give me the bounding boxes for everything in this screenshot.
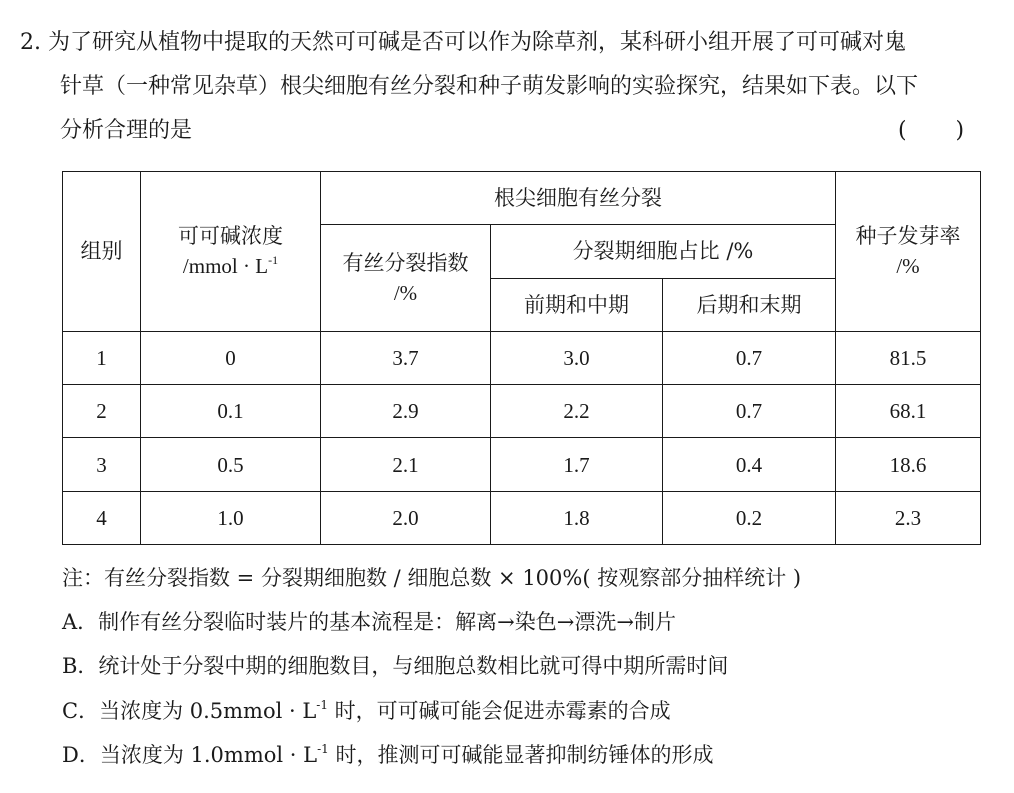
question-stem-part-2: 针草（一种常见杂草）根尖细胞有丝分裂和种子萌发影响的实验探究，结果如下表。以下 [60, 74, 919, 99]
cell-mitotic-index: 2.1 [321, 438, 491, 491]
header-concentration [141, 172, 321, 332]
header-germination-label: 种子发芽率 [855, 224, 961, 249]
header-anaphase-telophase: 后期和末期 [663, 278, 836, 331]
header-concentration-label: 可可碱浓度 [178, 224, 283, 249]
table-note: 注：有丝分裂指数 = 分裂期细胞数 / 细胞总数 × 100%( 按观察部分抽样统计 ) [62, 566, 802, 590]
cell-pro-meta: 1.8 [491, 491, 663, 544]
table-row [63, 438, 981, 491]
option-c[interactable]: C．当浓度为 0.5mmol · $L^{-1}$ 时，可可碱可能会促进赤霉素的合成 [62, 698, 671, 723]
header-mitosis-group: 根尖细胞有丝分裂 [321, 172, 836, 225]
cell-germination: 68.1 [836, 385, 981, 438]
header-mitotic-index-unit: /% [393, 281, 418, 306]
option-b[interactable]: B．统计处于分裂中期的细胞数目，与细胞总数相比就可得中期所需时间 [62, 654, 729, 678]
question-stem-part-1: 为了研究从植物中提取的天然可可碱是否可以作为除草剂，某科研小组开展了可可碱对鬼 [48, 30, 907, 55]
cell-ana-telo: 0.4 [663, 438, 836, 491]
table-row [63, 331, 981, 384]
option-a[interactable]: A．制作有丝分裂临时装片的基本流程是：解离→染色→漂洗→制片 [62, 610, 676, 634]
cell-ana-telo: 0.7 [663, 331, 836, 384]
cell-mitotic-index: 2.9 [321, 385, 491, 438]
cell-pro-meta: 2.2 [491, 385, 663, 438]
cell-concentration: 0.5 [141, 438, 321, 491]
table-row [63, 385, 981, 438]
cell-mitotic-index: 3.7 [321, 331, 491, 384]
cell-concentration: 1.0 [141, 491, 321, 544]
cell-pro-meta: 3.0 [491, 331, 663, 384]
cell-mitotic-index: 2.0 [321, 491, 491, 544]
cell-ana-telo: 0.2 [663, 491, 836, 544]
cell-germination: 81.5 [836, 331, 981, 384]
question-number: 2. [20, 30, 41, 55]
header-dividing-ratio: 分裂期细胞占比 /% [491, 225, 836, 278]
cell-concentration: 0 [141, 331, 321, 384]
question-stem-part-3: 分析合理的是 [60, 118, 193, 143]
header-mitotic-index [321, 225, 491, 332]
option-d[interactable]: D．当浓度为 1.0mmol · $L^{-1}$ 时，推测可可碱能显著抑制纺锤体的形成 [62, 742, 714, 767]
cell-group: 4 [63, 491, 141, 544]
header-prophase-metaphase: 前期和中期 [491, 278, 663, 331]
answer-bracket: ( ) [898, 118, 965, 143]
cell-group: 1 [63, 331, 141, 384]
table-header-row-1 [63, 172, 981, 225]
header-germination-unit: /% [896, 254, 920, 279]
cell-group: 3 [63, 438, 141, 491]
cell-germination: 18.6 [836, 438, 981, 491]
cell-concentration: 0.1 [141, 385, 321, 438]
header-group: 组别 [63, 172, 141, 332]
results-table [62, 171, 981, 545]
cell-germination: 2.3 [836, 491, 981, 544]
header-mitotic-index-label: 有丝分裂指数 [342, 251, 469, 276]
table-row [63, 491, 981, 544]
question-line-1 [20, 28, 906, 58]
header-germination [836, 172, 981, 332]
cell-ana-telo: 0.7 [663, 385, 836, 438]
cell-pro-meta: 1.7 [491, 438, 663, 491]
cell-group: 2 [63, 385, 141, 438]
header-concentration-unit: /mmol · $L^{-1}$ [182, 253, 279, 279]
